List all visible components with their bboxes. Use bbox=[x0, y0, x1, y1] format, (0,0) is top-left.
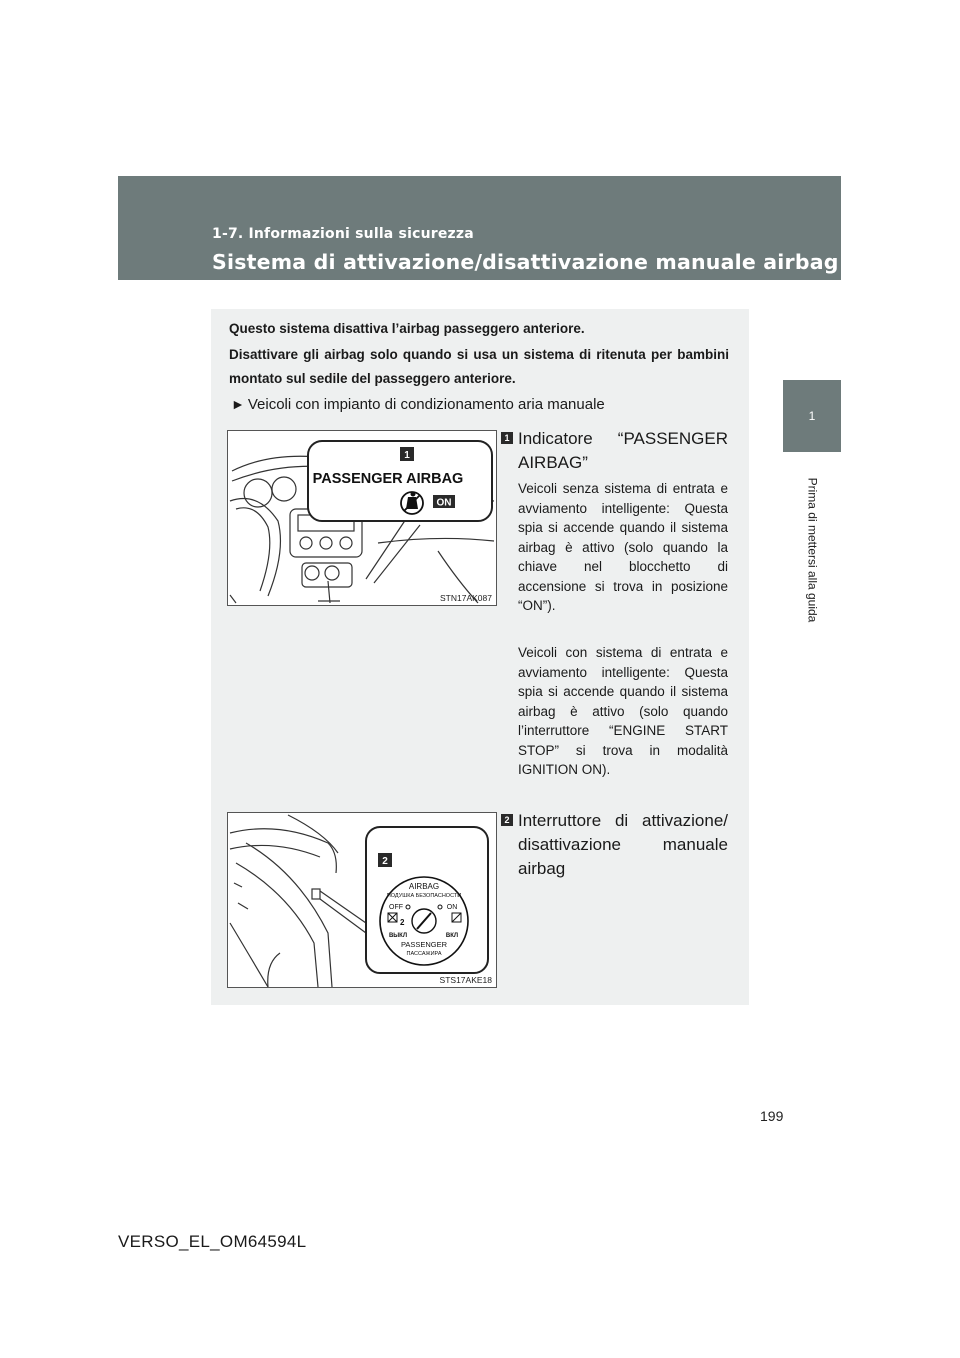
section-label: 1-7. Informazioni sulla sicurezza bbox=[212, 226, 474, 242]
switch-off-label-ru: ВЫКЛ bbox=[388, 933, 408, 939]
chapter-number: 1 bbox=[808, 409, 816, 423]
intro-line-1: Questo sistema disattiva l’airbag passeggero anteriore. bbox=[229, 321, 585, 336]
chapter-label bbox=[752, 470, 872, 630]
figure-airbag-manual-switch bbox=[227, 812, 497, 988]
chapter-tab[interactable] bbox=[783, 380, 841, 452]
intro bbox=[229, 317, 729, 393]
chapter-label-text: Prima di mettersi alla guida bbox=[805, 477, 820, 623]
dashboard-illustration bbox=[228, 431, 496, 605]
svg-text:2: 2 bbox=[400, 918, 405, 927]
figure2-code: STS17AKE18 bbox=[439, 975, 492, 985]
item-1-title: Indicatore “PASSENGER AIRBAG” bbox=[518, 429, 728, 472]
figure1-callout: 1 bbox=[404, 450, 410, 461]
switch-bottom-label-ru: ПАССАЖИРА bbox=[406, 951, 442, 957]
intro-line-2: Disattivare gli airbag solo quando si usa un sistema di ritenuta per bambini montato sul sedile del passeggero anteriore. bbox=[229, 347, 729, 386]
triangle-pointer-icon: ► bbox=[231, 396, 245, 412]
on-indicator-badge: ON bbox=[436, 497, 452, 509]
subheading bbox=[231, 396, 605, 413]
item-1-paragraph-2: Veicoli con sistema di entrata e avviamento intelligente: Questa spia si accende quando il sistema airbag è attivo (solo quando l’interruttore “ENGINE START STOP” si trova in modalità IGNITION ON). bbox=[518, 645, 728, 777]
figure2-callout: 2 bbox=[382, 856, 388, 867]
switch-off-label: OFF bbox=[389, 904, 403, 911]
item-1-badge: 1 bbox=[501, 432, 513, 444]
item-2-title: Interruttore di attivazione/ disattivazione manuale airbag bbox=[518, 811, 728, 878]
figure1-panel-text: PASSENGER AIRBAG bbox=[312, 471, 464, 487]
item-1-paragraph-1: Veicoli senza sistema di entrata e avviamento intelligente: Questa spia si accende quando il sistema airbag è attivo (solo quando la chiave nel blocchetto di accensione si trova in posizione “ON”). bbox=[518, 481, 728, 613]
glovebox-illustration bbox=[228, 813, 496, 987]
page-title: Sistema di attivazione/disattivazione manuale airbag bbox=[212, 250, 839, 274]
page-number: 199 bbox=[760, 1108, 784, 1124]
switch-top-label-ru: ПОДУШКА БЕЗОПАСНОСТИ bbox=[386, 893, 462, 899]
content-box bbox=[211, 309, 749, 1005]
switch-on-label: ON bbox=[446, 904, 458, 911]
figure1-code: STN17AK087 bbox=[440, 593, 492, 603]
airbag-switch-plate bbox=[380, 877, 468, 965]
figure-passenger-airbag-indicator bbox=[227, 430, 497, 606]
passenger-seat-airbag-icon bbox=[401, 492, 423, 515]
subheading-text: Veicoli con impianto di condizionamento aria manuale bbox=[247, 396, 605, 413]
switch-bottom-label: PASSENGER bbox=[400, 940, 448, 949]
switch-top-label: AIRBAG bbox=[408, 882, 440, 891]
document-code: VERSO_EL_OM64594L bbox=[118, 1232, 307, 1251]
page-header bbox=[118, 176, 841, 280]
item-2-badge: 2 bbox=[501, 814, 513, 826]
switch-on-label-ru: ВКЛ bbox=[445, 933, 459, 939]
